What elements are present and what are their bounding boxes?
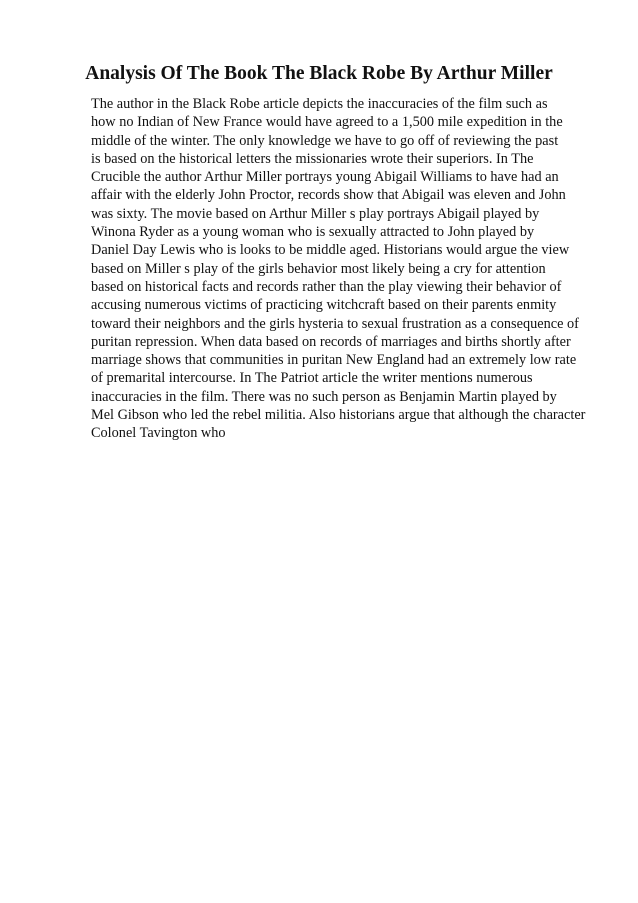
body-line: middle of the winter. The only knowledge we have to go off of reviewing the past (91, 132, 559, 149)
document-body (91, 95, 611, 443)
body-line: accusing numerous victims of practicing witchcraft based on their parents enmity (91, 297, 557, 314)
document-title: Analysis Of The Book The Black Robe By Arthur Miller (85, 63, 553, 84)
body-line: Daniel Day Lewis who is looks to be middle aged. Historians would argue the view (91, 242, 570, 259)
body-line: affair with the elderly John Proctor, records show that Abigail was eleven and John (91, 187, 566, 204)
body-line: based on historical facts and records rather than the play viewing their behavior of (91, 278, 562, 295)
body-line: inaccuracies in the film. There was no such person as Benjamin Martin played by (91, 388, 557, 405)
body-line: based on Miller s play of the girls behavior most likely being a cry for attention (91, 260, 546, 277)
body-line: toward their neighbors and the girls hysteria to sexual frustration as a consequence of (91, 315, 579, 332)
body-line: Crucible the author Arthur Miller portrays young Abigail Williams to have had an (91, 169, 559, 186)
body-line: Winona Ryder as a young woman who is sexually attracted to John played by (91, 224, 535, 241)
body-line: Colonel Tavington who (91, 425, 226, 442)
body-line: puritan repression. When data based on records of marriages and births shortly after (91, 333, 571, 350)
body-line: was sixty. The movie based on Arthur Miller s play portrays Abigail played by (91, 205, 540, 222)
body-line: The author in the Black Robe article depicts the inaccuracies of the film such as (91, 96, 548, 112)
body-line: Mel Gibson who led the rebel militia. Also historians argue that although the character (91, 407, 586, 424)
body-line: of premarital intercourse. In The Patriot article the writer mentions numerous (91, 370, 533, 387)
body-line: how no Indian of New France would have agreed to a 1,500 mile expedition in the (91, 114, 563, 131)
body-line: marriage shows that communities in puritan New England had an extremely low rate (91, 352, 577, 369)
body-line: is based on the historical letters the missionaries wrote their superiors. In The (91, 150, 534, 167)
